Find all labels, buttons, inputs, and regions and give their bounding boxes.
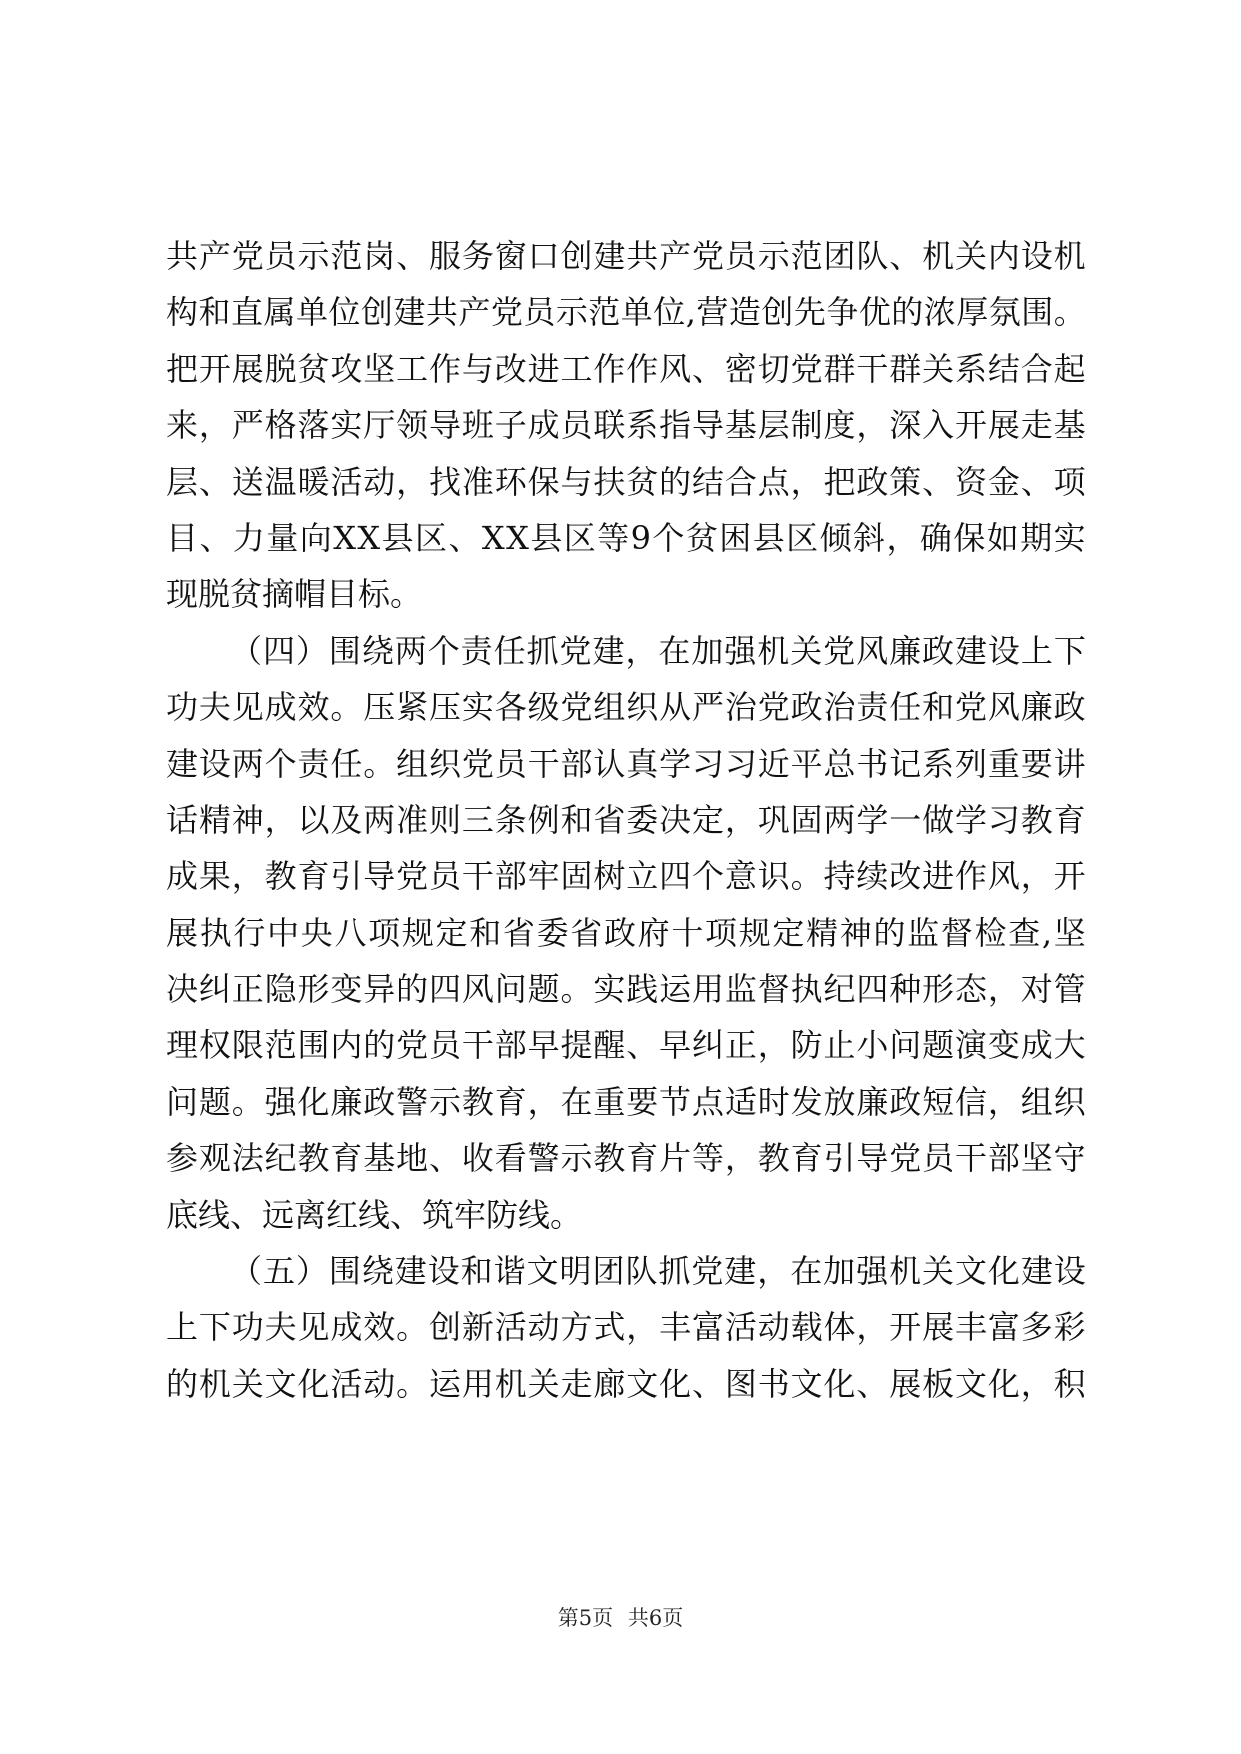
text-line: 参 观 法 纪 教 育 基 地 、 收 看 警 示 教 育 片 等 ， 教 育 引 导 党 员 干 部 坚 守 <box>166 1139 1086 1178</box>
text-line: 建 设 两 个 责 任 。 组 织 党 员 干 部 认 真 学 习 习 近 平 总 书 记 系 列 重 要 讲 <box>166 744 1086 783</box>
text-line: 构 和 直 属 单 位 创 建 共 产 党 员 示 范 单 位 , 营 造 创 先 争 优 的 浓 厚 氛 围 。 <box>166 293 1086 332</box>
page-footer <box>0 1603 1241 1633</box>
text-line: 功 夫 见 成 效 。 压 紧 压 实 各 级 党 组 织 从 严 治 党 政 治 责 任 和 党 风 廉 政 <box>166 688 1086 727</box>
text-line: 话 精 神 ， 以 及 两 准 则 三 条 例 和 省 委 决 定 ， 巩 固 两 学 一 做 学 习 教 育 <box>166 800 1086 839</box>
text-line: 目 、 力 量 向 X X 县 区 、 X X 县 区 等 9 个 贫 困 县 区 倾 斜 ， 确 保 如 期 实 <box>166 518 1086 557</box>
text-line: 上 下 功 夫 见 成 效 。 创 新 活 动 方 式 ， 丰 富 活 动 载 体 ， 开 展 丰 富 多 彩 <box>166 1308 1086 1347</box>
text-line: 的 机 关 文 化 活 动 。 运 用 机 关 走 廊 文 化 、 图 书 文 化 、 展 板 文 化 ， 积 <box>166 1364 1086 1403</box>
page-number: 第5页 <box>557 1606 614 1630</box>
text-line: （ 四 ） 围 绕 两 个 责 任 抓 党 建 ， 在 加 强 机 关 党 风 廉 政 建 设 上 下 <box>230 631 1086 670</box>
page-total: 共6页 <box>627 1606 684 1630</box>
text-line: 问 题 。 强 化 廉 政 警 示 教 育 ， 在 重 要 节 点 适 时 发 放 廉 政 短 信 ， 组 织 <box>166 1082 1086 1121</box>
text-line: 来 ， 严 格 落 实 厅 领 导 班 子 成 员 联 系 指 导 基 层 制 度 ， 深 入 开 展 走 基 <box>166 406 1086 445</box>
text-line: 决 纠 正 隐 形 变 异 的 四 风 问 题 。 实 践 运 用 监 督 执 纪 四 种 形 态 ， 对 管 <box>166 970 1086 1009</box>
text-line: 成 果 ， 教 育 引 导 党 员 干 部 牢 固 树 立 四 个 意 识 。 持 续 改 进 作 风 ， 开 <box>166 857 1086 896</box>
text-line: 共 产 党 员 示 范 岗 、 服 务 窗 口 创 建 共 产 党 员 示 范 团 队 、 机 关 内 设 机 <box>166 237 1086 275</box>
text-line: 现脱贫摘帽目标。 <box>166 575 423 614</box>
text-line: 底线、远离红线、筑牢防线。 <box>166 1195 583 1234</box>
text-line: 理 权 限 范 围 内 的 党 员 干 部 早 提 醒 、 早 纠 正 ， 防 止 小 问 题 演 变 成 大 <box>166 1026 1086 1065</box>
text-line: （ 五 ） 围 绕 建 设 和 谐 文 明 团 队 抓 党 建 ， 在 加 强 机 关 文 化 建 设 <box>230 1252 1086 1291</box>
text-line: 把 开 展 脱 贫 攻 坚 工 作 与 改 进 工 作 作 风 、 密 切 党 群 干 群 关 系 结 合 起 <box>166 349 1086 388</box>
text-line: 层 、 送 温 暖 活 动 ， 找 准 环 保 与 扶 贫 的 结 合 点 ， 把 政 策 、 资 金 、 项 <box>166 462 1086 501</box>
text-line: 展 执 行 中 央 八 项 规 定 和 省 委 省 政 府 十 项 规 定 精 神 的 监 督 检 查 , 坚 <box>166 913 1086 952</box>
document-body <box>166 228 1086 1412</box>
